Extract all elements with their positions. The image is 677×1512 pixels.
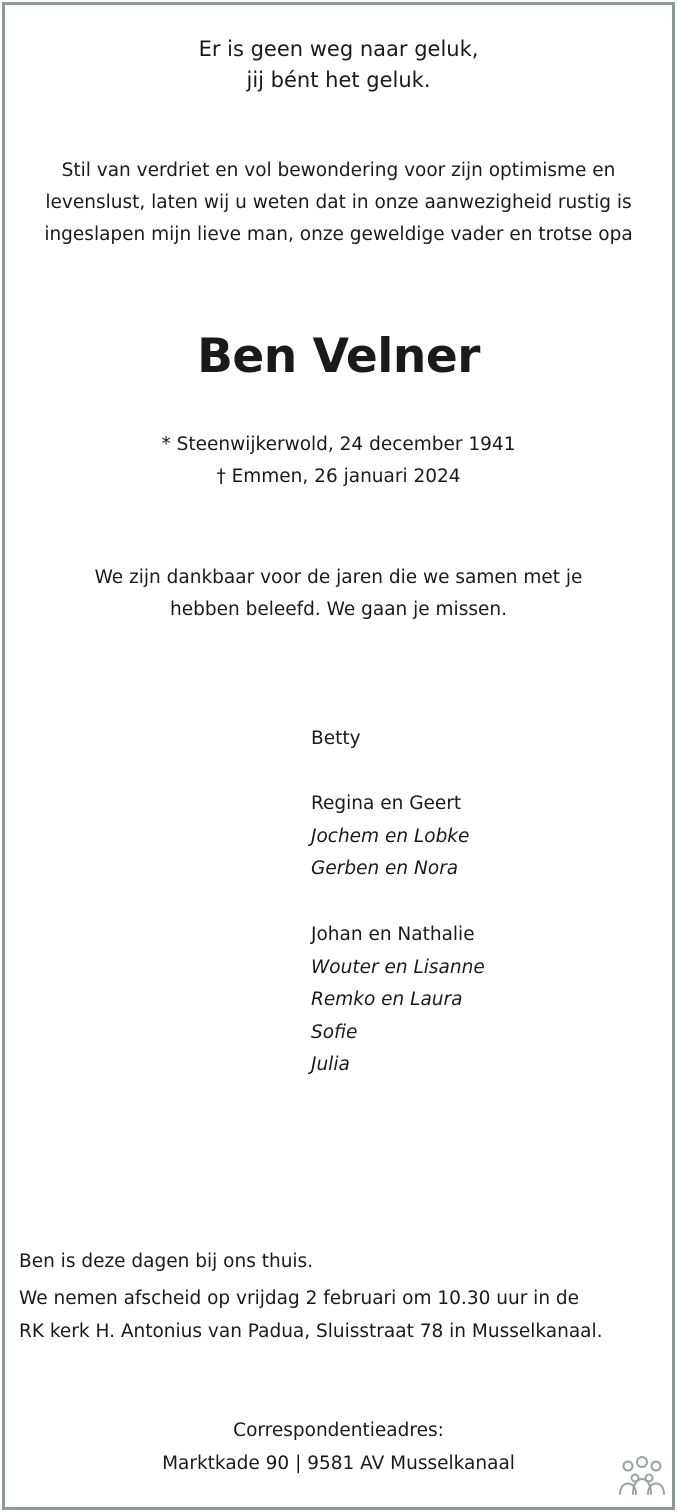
family-parents: Johan en Nathalie	[311, 924, 475, 945]
family-people-icon	[617, 1454, 667, 1498]
intro-line-2: levenslust, laten wij u weten dat in onze aanwezigheid rustig is	[45, 192, 632, 213]
family-parents: Regina en Geert	[311, 793, 462, 814]
family-child: Gerben en Nora	[311, 858, 459, 879]
motto-line-2: jij bént het geluk.	[246, 68, 431, 92]
family-spouse: Betty	[311, 728, 361, 749]
deceased-name: Ben Velner	[197, 329, 480, 384]
family-child: Remko en Laura	[311, 989, 463, 1010]
farewell-line-2: RK kerk H. Antonius van Padua, Sluisstraat 78 in Musselkanaal.	[19, 1321, 603, 1342]
motto	[0, 34, 677, 96]
correspondence-label: Correspondentieadres:	[233, 1420, 444, 1441]
family-child: Julia	[311, 1054, 350, 1075]
family-group-1	[311, 788, 469, 886]
correspondence	[0, 1414, 677, 1480]
farewell-line-1: We nemen afscheid op vrijdag 2 februari om 10.30 uur in de	[19, 1288, 580, 1309]
farewell-text	[19, 1282, 603, 1348]
intro-text	[0, 155, 677, 251]
at-home-text: Ben is deze dagen bij ons thuis.	[19, 1251, 314, 1272]
correspondence-address: Marktkade 90 | 9581 AV Musselkanaal	[162, 1453, 515, 1474]
thanks-text	[0, 562, 677, 626]
intro-line-1: Stil van verdriet en vol bewondering voor zijn optimisme en	[61, 160, 616, 181]
family-child: Wouter en Lisanne	[311, 956, 485, 978]
family-child: Sofie	[311, 1021, 358, 1043]
family-group-2	[311, 919, 485, 1082]
motto-line-1: Er is geen weg naar geluk,	[198, 37, 479, 61]
family-child: Jochem en Lobke	[311, 825, 470, 847]
birth-line: * Steenwijkerwold, 24 december 1941	[161, 434, 516, 455]
life-dates	[0, 429, 677, 493]
death-line: † Emmen, 26 januari 2024	[216, 466, 461, 487]
thanks-line-1: We zijn dankbaar voor de jaren die we samen met je	[94, 567, 583, 588]
thanks-line-2: hebben beleefd. We gaan je missen.	[170, 599, 507, 620]
intro-line-3: ingeslapen mijn lieve man, onze geweldige vader en trotse opa	[44, 224, 633, 245]
